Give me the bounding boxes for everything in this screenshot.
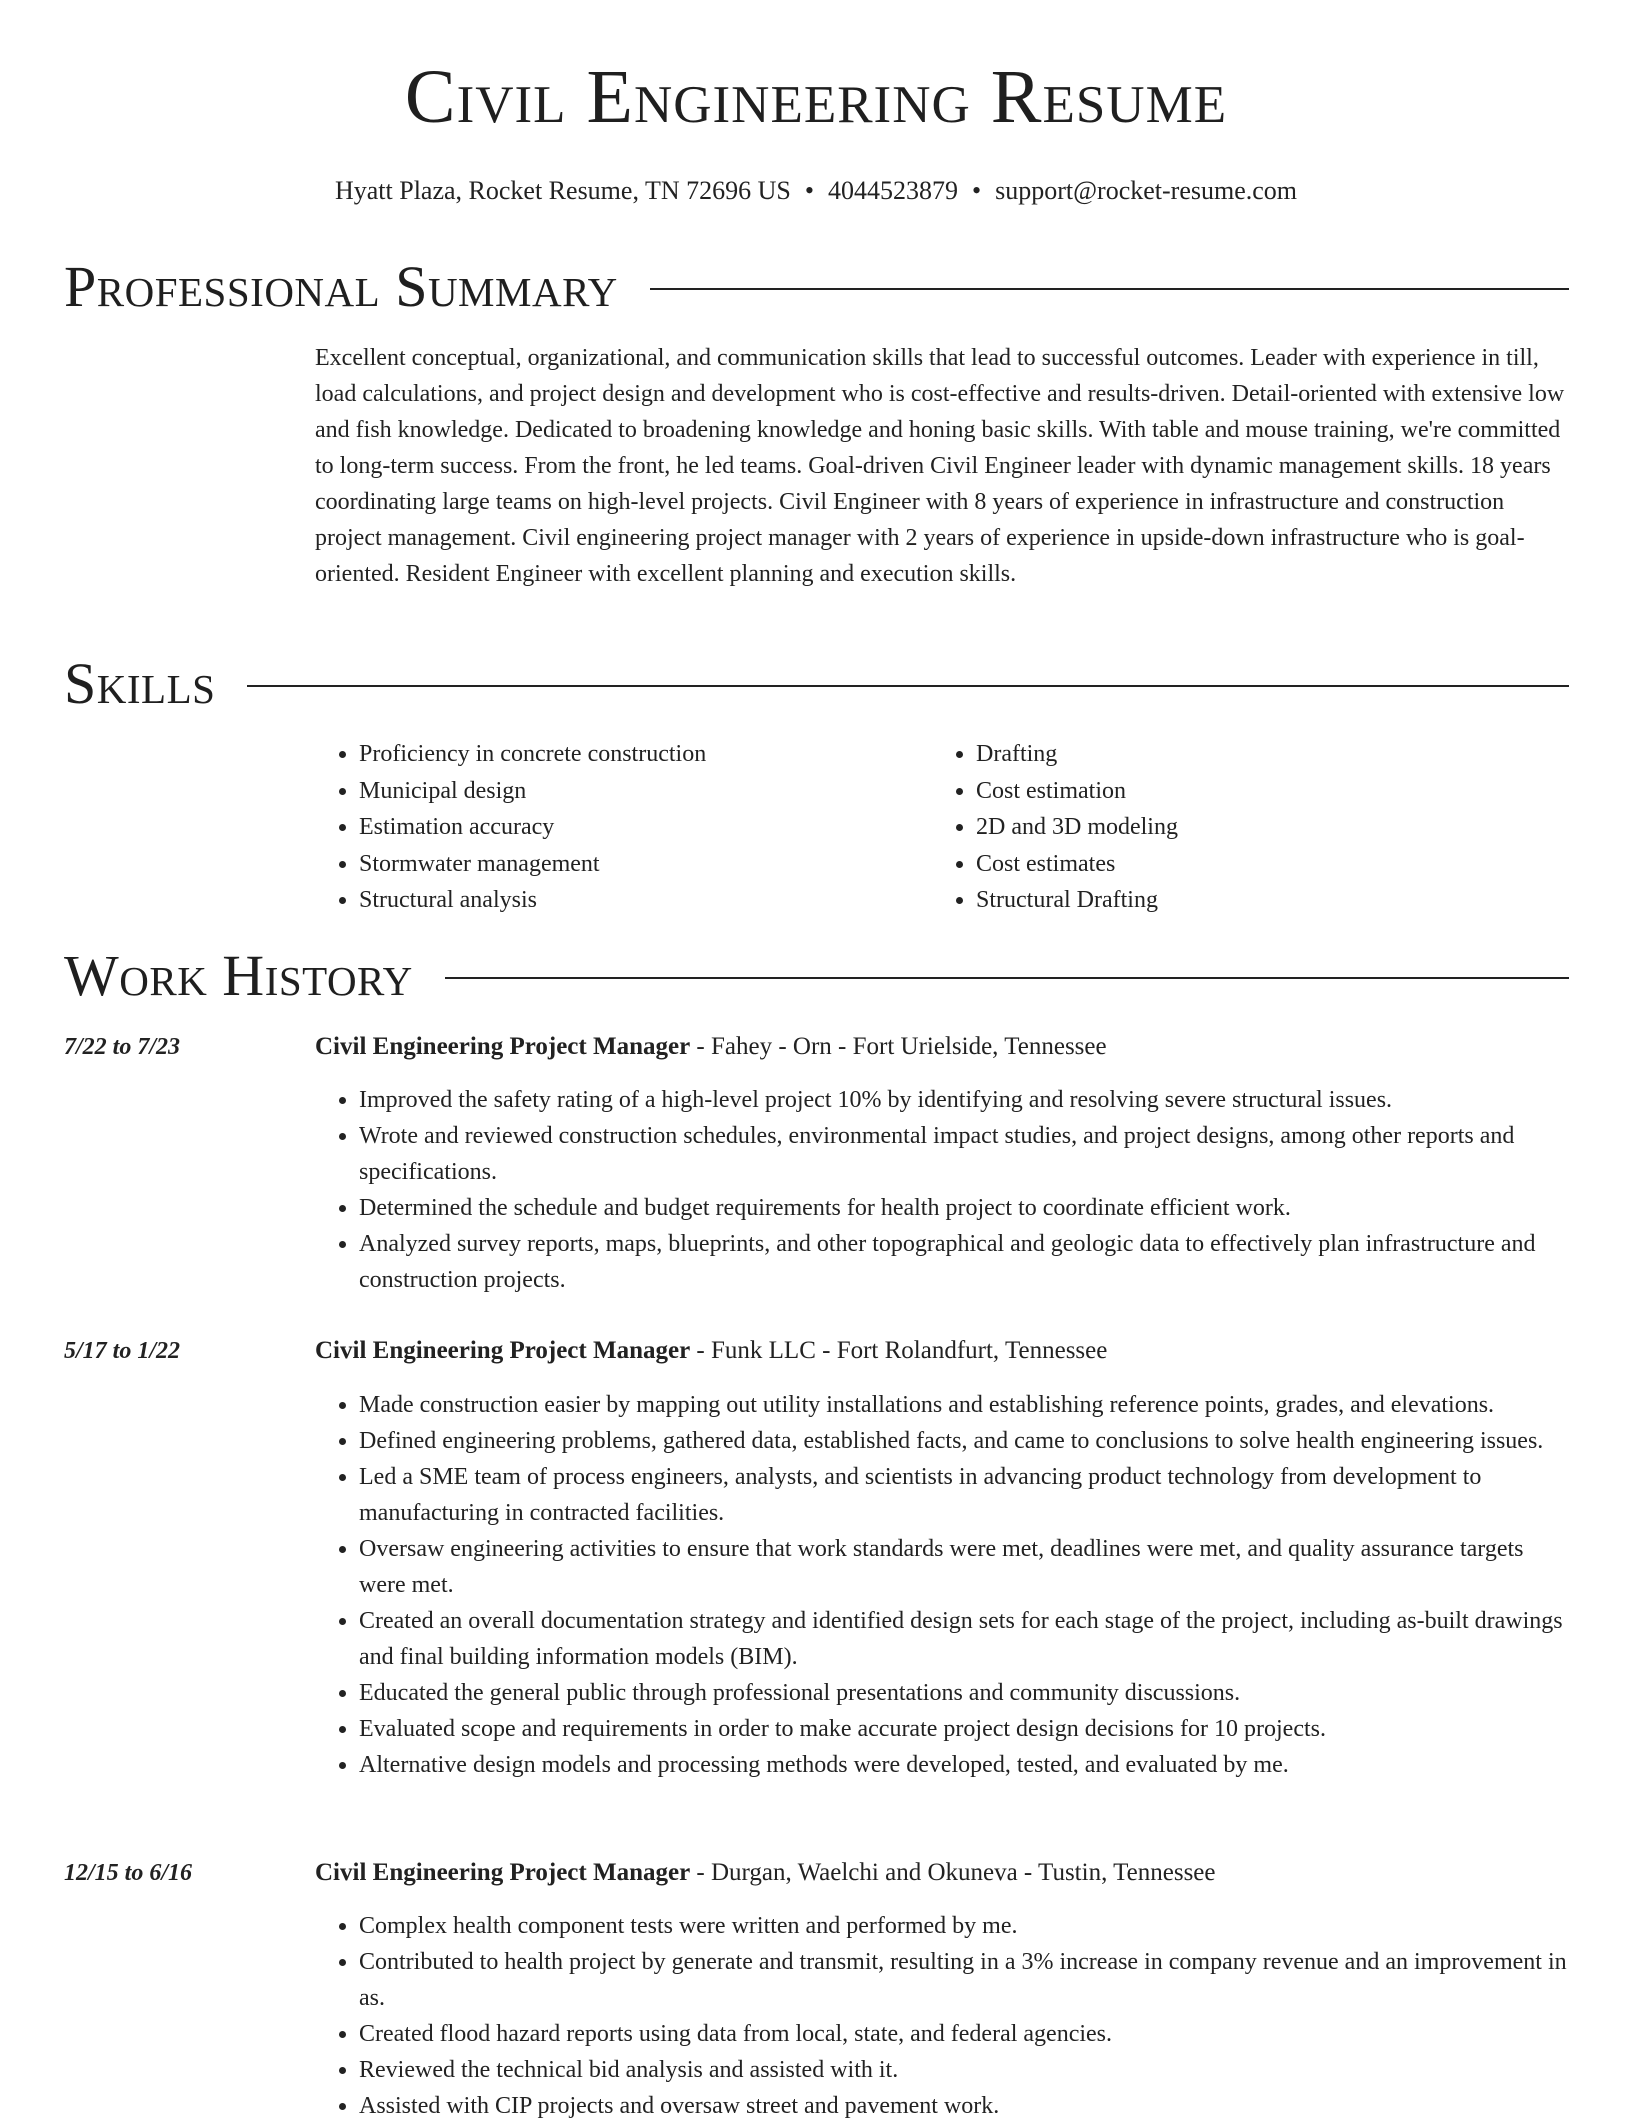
skill-item: • Structural Drafting bbox=[976, 882, 1549, 919]
job-bullet: • Defined engineering problems, gathered data, established facts, and came to conclusions to solve health engineering issues. bbox=[359, 1423, 1569, 1459]
summary-text: Excellent conceptual, organizational, and communication skills that lead to successful outcomes. Leader with experience in till, load calculations, and project design and development who is cost-effective and results-driven. Detail-oriented with extensive low and fish knowledge. Dedicated to broadening knowledge and honing basic skills. With table and mouse training, we're committed to long-term success. From the front, he led teams. Goal-driven Civil Engineer leader with dynamic management skills. 18 years coordinating large teams on high-level projects. Civil Engineer with 8 years of experience in infrastructure and construction project management. Civil engineering project manager with 2 years of experience in upside-down infrastructure who is goal-oriented. Resident Engineer with excellent planning and execution skills. bbox=[315, 345, 1565, 587]
job-title: Civil Engineering Project Manager bbox=[315, 1337, 691, 1364]
contact-address: Hyatt Plaza, Rocket Resume, TN 72696 US bbox=[334, 176, 791, 205]
job-bullet: • Reviewed the technical bid analysis and assisted with it. bbox=[359, 2052, 1569, 2088]
summary-section-header bbox=[64, 254, 1569, 319]
skill-item: • Cost estimation bbox=[976, 773, 1549, 810]
skills-heading: Skills bbox=[64, 651, 216, 716]
job-bullet: • Assisted with CIP projects and oversaw street and pavement work. bbox=[359, 2088, 1569, 2124]
job-dates: 5/17 to 1/22 bbox=[64, 1338, 181, 1364]
skill-item: • 2D and 3D modeling bbox=[976, 809, 1549, 846]
contact-line bbox=[0, 176, 1632, 206]
job-bullet: • Evaluated scope and requirements in order to make accurate project design decisions for 10 projects. bbox=[359, 1711, 1569, 1747]
job-bullets bbox=[315, 1387, 1569, 1783]
job-title: Civil Engineering Project Manager bbox=[315, 1859, 691, 1886]
job-bullet: • Created an overall documentation strategy and identified design sets for each stage of the project, including as-built drawings and final building information models (BIM). bbox=[359, 1603, 1569, 1675]
job-dates: 12/15 to 6/16 bbox=[64, 1860, 193, 1886]
resume-title: Civil Engineering Resume bbox=[404, 55, 1228, 139]
job-heading bbox=[315, 1029, 1569, 1065]
job-bullet: • Contributed to health project by generate and transmit, resulting in a 3% increase in company revenue and an improvement in as. bbox=[359, 1944, 1569, 2016]
job-bullets bbox=[315, 1082, 1569, 1298]
skill-item: • Estimation accuracy bbox=[359, 809, 932, 846]
skills-list bbox=[315, 736, 1569, 919]
contact-separator: • bbox=[804, 176, 814, 205]
job-bullet: • Oversaw engineering activities to ensure that work standards were met, deadlines were met, and quality assurance targets were met. bbox=[359, 1531, 1569, 1603]
job-bullet: • Created flood hazard reports using data from local, state, and federal agencies. bbox=[359, 2016, 1569, 2052]
job-title: Civil Engineering Project Manager bbox=[315, 1033, 691, 1060]
job-bullet: • Alternative design models and processing methods were developed, tested, and evaluated by me. bbox=[359, 1747, 1569, 1783]
section-divider bbox=[650, 288, 1569, 290]
job-bullet: • Complex health component tests were written and performed by me. bbox=[359, 1908, 1569, 1944]
skills-section-header bbox=[64, 651, 1569, 716]
summary-heading: Professional Summary bbox=[64, 254, 618, 319]
skill-item: • Cost estimates bbox=[976, 846, 1549, 883]
job-bullet: • Analyzed survey reports, maps, blueprints, and other topographical and geologic data to effectively plan infrastructure and construction projects. bbox=[359, 1226, 1569, 1298]
section-divider bbox=[445, 977, 1569, 979]
job-bullet: • Wrote and reviewed construction schedules, environmental impact studies, and project designs, among other reports and specifications. bbox=[359, 1118, 1569, 1190]
job-company: - Fahey - Orn - Fort Urielside, Tennessee bbox=[690, 1033, 1107, 1060]
skill-item: • Stormwater management bbox=[359, 846, 932, 883]
job-bullet: • Improved the safety rating of a high-level project 10% by identifying and resolving severe structural issues. bbox=[359, 1082, 1569, 1118]
job-bullet: • Made construction easier by mapping out utility installations and establishing reference points, grades, and elevations. bbox=[359, 1387, 1569, 1423]
job-company: - Funk LLC - Fort Rolandfurt, Tennessee bbox=[690, 1337, 1108, 1364]
work-section-header bbox=[64, 943, 1569, 1008]
skill-item: • Proficiency in concrete construction bbox=[359, 736, 932, 773]
job-bullet: • Educated the general public through professional presentations and community discussions. bbox=[359, 1675, 1569, 1711]
skills-column-right bbox=[932, 736, 1549, 919]
contact-email[interactable]: support@rocket-resume.com bbox=[995, 176, 1298, 205]
contact-phone: 4044523879 bbox=[827, 176, 958, 205]
job-bullet: • Determined the schedule and budget requirements for health project to coordinate efficient work. bbox=[359, 1190, 1569, 1226]
section-divider bbox=[247, 685, 1569, 687]
skill-item: • Drafting bbox=[976, 736, 1549, 773]
job-bullet: • Led a SME team of process engineers, analysts, and scientists in advancing product technology from development to manufacturing in contracted facilities. bbox=[359, 1459, 1569, 1531]
skill-item: • Municipal design bbox=[359, 773, 932, 810]
job-company: - Durgan, Waelchi and Okuneva - Tustin, Tennessee bbox=[690, 1859, 1216, 1886]
job-heading bbox=[315, 1333, 1569, 1369]
job-heading bbox=[315, 1855, 1569, 1891]
contact-separator: • bbox=[971, 176, 982, 205]
skill-item: • Structural analysis bbox=[359, 882, 932, 919]
skills-column-left bbox=[315, 736, 932, 919]
job-bullets bbox=[315, 1908, 1569, 2124]
job-dates: 7/22 to 7/23 bbox=[64, 1034, 181, 1060]
work-heading: Work History bbox=[64, 943, 413, 1008]
